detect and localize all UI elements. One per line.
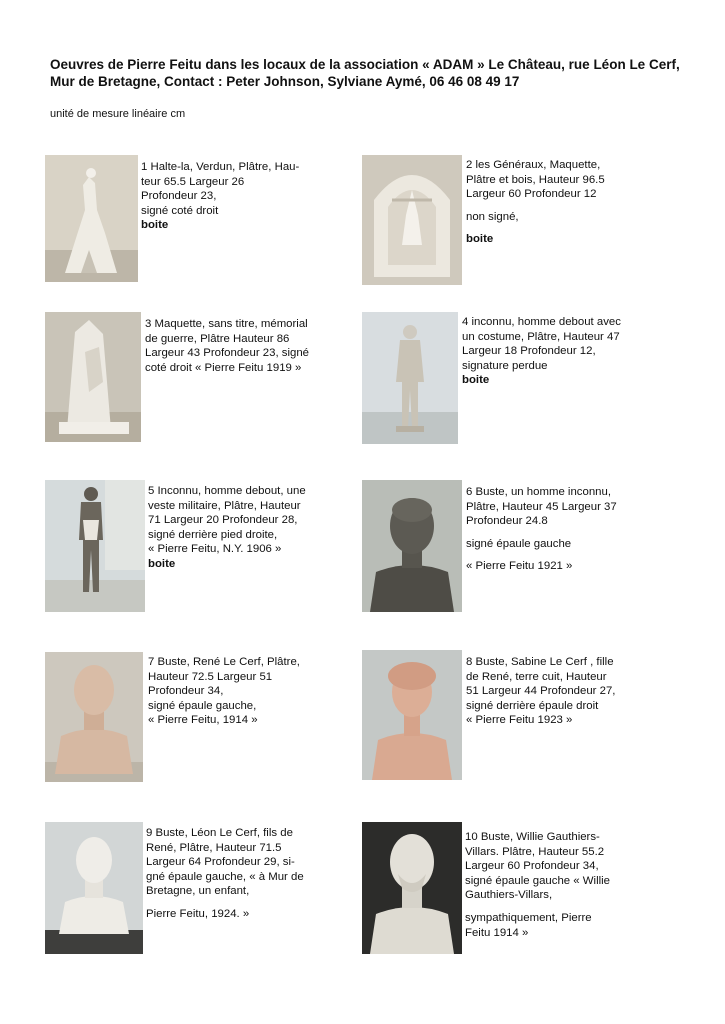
- item-8-description: 8 Buste, Sabine Le Cerf , fille de René, terre cuit, Hauteur 51 Largeur 44 Profondeur 27, signé derrière épaule droit « Pierre Feitu 1923 »: [466, 656, 616, 727]
- item-1-description: 1 Halte-la, Verdun, Plâtre, Hau- teur 65.5 Largeur 26 Profondeur 23, signé coté droit boite: [141, 161, 300, 232]
- photo-buste-willie-gauthiers-villars: [362, 822, 462, 954]
- photo-maquette-memorial: [45, 312, 141, 442]
- item-10-description: 10 Buste, Willie Gauthiers- Villars. Plâtre, Hauteur 55.2 Largeur 60 Profondeur 34, signé épaule gauche « Willie Gauthiers-Villars, sympathiquement, Pierre Feitu 1914 »: [465, 831, 611, 939]
- item-6-description: 6 Buste, un homme inconnu, Plâtre, Hauteur 45 Largeur 37 Profondeur 24.8 signé épaule gauche « Pierre Feitu 1921 »: [466, 486, 617, 573]
- item-9-description: 9 Buste, Léon Le Cerf, fils de René, Plâtre, Hauteur 71.5 Largeur 64 Profondeur 29, si- gné épaule gauche, « à Mur de Bretagne, un enfant, Pierre Feitu, 1924. »: [146, 827, 304, 920]
- item-2-description: 2 les Généraux, Maquette, Plâtre et bois, Hauteur 96.5 Largeur 60 Profondeur 12 non signé, boite: [466, 159, 605, 246]
- photo-buste-homme-inconnu: [362, 480, 462, 612]
- item-5-description: 5 Inconnu, homme debout, une veste militaire, Plâtre, Hauteur 71 Largeur 20 Profondeur 28, signé derrière pied droite, « Pierre Feitu, N.Y. 1906 » boite: [148, 485, 306, 570]
- photo-homme-debout-costume: [362, 312, 458, 444]
- photo-les-generaux: [362, 155, 462, 285]
- item-7-description: 7 Buste, René Le Cerf, Plâtre, Hauteur 72.5 Largeur 51 Profondeur 34, signé épaule gauche, « Pierre Feitu, 1914 »: [148, 656, 300, 727]
- item-3-description: 3 Maquette, sans titre, mémorial de guerre, Plâtre Hauteur 86 Largeur 43 Profondeur 23, signé coté droit « Pierre Feitu 1919 »: [145, 318, 310, 374]
- photo-buste-rene-le-cerf: [45, 652, 143, 782]
- photo-buste-sabine-le-cerf: [362, 650, 462, 780]
- page-title: Oeuvres de Pierre Feitu dans les locaux de la association « ADAM » Le Château, rue Léon Le Cerf, Mur de Bretagne, Contact : Peter Johnson, Sylviane Aymé, 06 46 08 49 17: [50, 57, 680, 89]
- photo-halte-la-statue: [45, 155, 138, 282]
- item-4-description: 4 inconnu, homme debout avec un costume, Plâtre, Hauteur 47 Largeur 18 Profondeur 12, signature perdue boite: [462, 316, 621, 387]
- photo-buste-leon-le-cerf: [45, 822, 143, 954]
- photo-homme-veste-militaire: [45, 480, 145, 612]
- unit-note: unité de mesure linéaire cm: [50, 108, 186, 120]
